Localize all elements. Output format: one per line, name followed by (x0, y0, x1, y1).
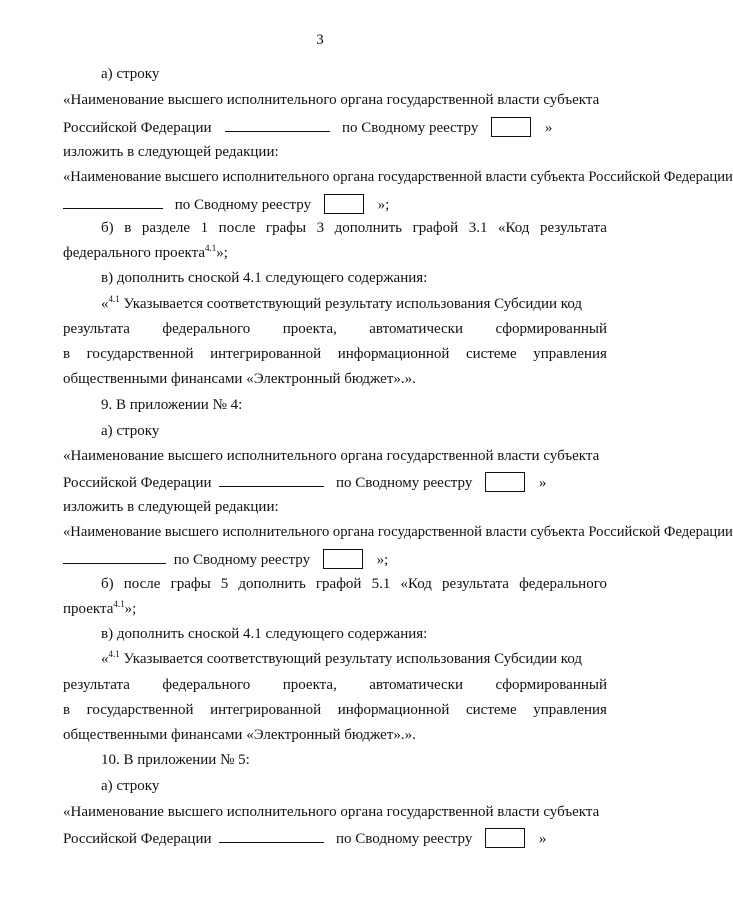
word: проекта, (282, 321, 337, 337)
word: результата (442, 576, 509, 592)
text-fragment: по Сводному реестру (336, 475, 473, 491)
justified-line (63, 320, 607, 338)
text-fragment: по Сводному реестру (342, 120, 479, 136)
word: графы (170, 576, 211, 592)
text-fragment: Российской Федерации (63, 475, 212, 491)
justified-line (101, 575, 607, 593)
text-fragment: по Сводному реестру (173, 552, 311, 568)
text-line: изложить в следующей редакции: (63, 144, 279, 160)
text-fragment: по Сводному реестру (174, 197, 312, 213)
justified-line (63, 345, 607, 363)
word: интегрированной (210, 346, 322, 362)
section-heading: 9. В приложении № 4: (101, 397, 243, 413)
blank-underline (63, 551, 166, 564)
empty-box (485, 472, 525, 492)
text-line: а) строку (101, 778, 160, 794)
justified-line (63, 701, 607, 719)
blank-underline (219, 474, 324, 487)
word: государственной (86, 346, 194, 362)
word: графой (315, 576, 362, 592)
word: проекта, (282, 677, 337, 693)
footnote-mark: 4.1 (113, 599, 125, 609)
word: б) (101, 576, 114, 592)
word: федерального (162, 677, 251, 693)
word: в (63, 346, 71, 362)
blank-underline (219, 830, 324, 843)
word: «Код (400, 576, 432, 592)
word: сформированный (495, 321, 607, 337)
word: федерального (162, 321, 251, 337)
empty-box (324, 194, 364, 214)
text-line: а) строку (101, 423, 160, 439)
word: 5 (220, 576, 229, 592)
word: автоматически (369, 677, 463, 693)
word: результата (540, 220, 607, 236)
text-fragment: Российской Федерации (63, 120, 212, 136)
word: 1 (200, 220, 209, 236)
text-line: «Наименование высшего исполнительного органа государственной власти субъекта (63, 804, 600, 820)
text-fragment: по Сводному реестру (336, 831, 473, 847)
blank-underline (225, 119, 330, 132)
word: управления (533, 346, 607, 362)
text-fragment: проекта (63, 601, 114, 617)
justified-line (101, 219, 607, 237)
text-line (63, 472, 546, 492)
text-fragment: » (544, 120, 553, 136)
text-fragment: федерального проекта (63, 245, 205, 261)
text-fragment: »; (124, 601, 137, 617)
section-heading: 10. В приложении № 5: (101, 752, 250, 768)
text-line: «Наименование высшего исполнительного органа государственной власти субъекта (63, 92, 600, 108)
word: информационной (337, 346, 450, 362)
text-line (101, 650, 582, 668)
text-line (63, 828, 546, 848)
empty-box (485, 828, 525, 848)
word: интегрированной (210, 702, 322, 718)
footnote-mark: 4.1 (108, 294, 120, 304)
text-line (63, 600, 136, 618)
word: результата (63, 321, 130, 337)
text-fragment: Российской Федерации (63, 831, 212, 847)
empty-box (323, 549, 363, 569)
word: 3 (316, 220, 325, 236)
blank-underline (63, 196, 163, 209)
word: автоматически (369, 321, 463, 337)
text-fragment: Указывается соответствующий результату использования Субсидии код (123, 296, 583, 312)
word: б) (101, 220, 114, 236)
text-line: в) дополнить сноской 4.1 следующего содержания: (101, 270, 428, 286)
word: федерального (519, 576, 607, 592)
word: государственной (86, 702, 194, 718)
word: дополнить (334, 220, 403, 236)
text-fragment: »; (376, 552, 389, 568)
word: дополнить (238, 576, 306, 592)
footnote-mark: 4.1 (205, 243, 217, 253)
word: системе (466, 346, 517, 362)
word: графы (265, 220, 307, 236)
text-line: общественными финансами «Электронный бюджет».». (63, 371, 416, 387)
text-fragment: » (538, 831, 547, 847)
text-fragment: « (101, 651, 109, 667)
word: в (63, 702, 71, 718)
footnote-mark: 4.1 (108, 649, 120, 659)
word: сформированный (495, 677, 607, 693)
word: результата (63, 677, 130, 693)
text-fragment: « (101, 296, 109, 312)
text-fragment: »; (377, 197, 390, 213)
text-line: изложить в следующей редакции: (63, 499, 279, 515)
text-line (101, 295, 582, 313)
text-line: в) дополнить сноской 4.1 следующего содержания: (101, 626, 428, 642)
text-line: общественными финансами «Электронный бюджет».». (63, 727, 416, 743)
justified-line (63, 676, 607, 694)
empty-box (491, 117, 531, 137)
text-fragment: Указывается соответствующий результату использования Субсидии код (123, 651, 583, 667)
text-line: «Наименование высшего исполнительного органа государственной власти субъекта Российской Федерации (63, 524, 733, 540)
word: после (123, 576, 161, 592)
page-number: 3 (316, 32, 324, 48)
word: после (218, 220, 256, 236)
word: в (124, 220, 132, 236)
text-fragment: » (538, 475, 547, 491)
word: 5.1 (371, 576, 391, 592)
text-line: а) строку (101, 66, 160, 82)
word: графой (412, 220, 459, 236)
text-line: «Наименование высшего исполнительного органа государственной власти субъекта (63, 448, 600, 464)
text-line: «Наименование высшего исполнительного органа государственной власти субъекта Российской Федерации (63, 169, 733, 185)
word: управления (533, 702, 607, 718)
text-line (63, 244, 228, 262)
word: системе (466, 702, 517, 718)
word: информационной (337, 702, 450, 718)
text-line (63, 117, 552, 137)
text-fragment: »; (216, 245, 228, 261)
word: разделе (141, 220, 191, 236)
word: 3.1 (468, 220, 488, 236)
text-line (63, 549, 388, 569)
text-line (63, 194, 389, 214)
word: «Код (497, 220, 530, 236)
